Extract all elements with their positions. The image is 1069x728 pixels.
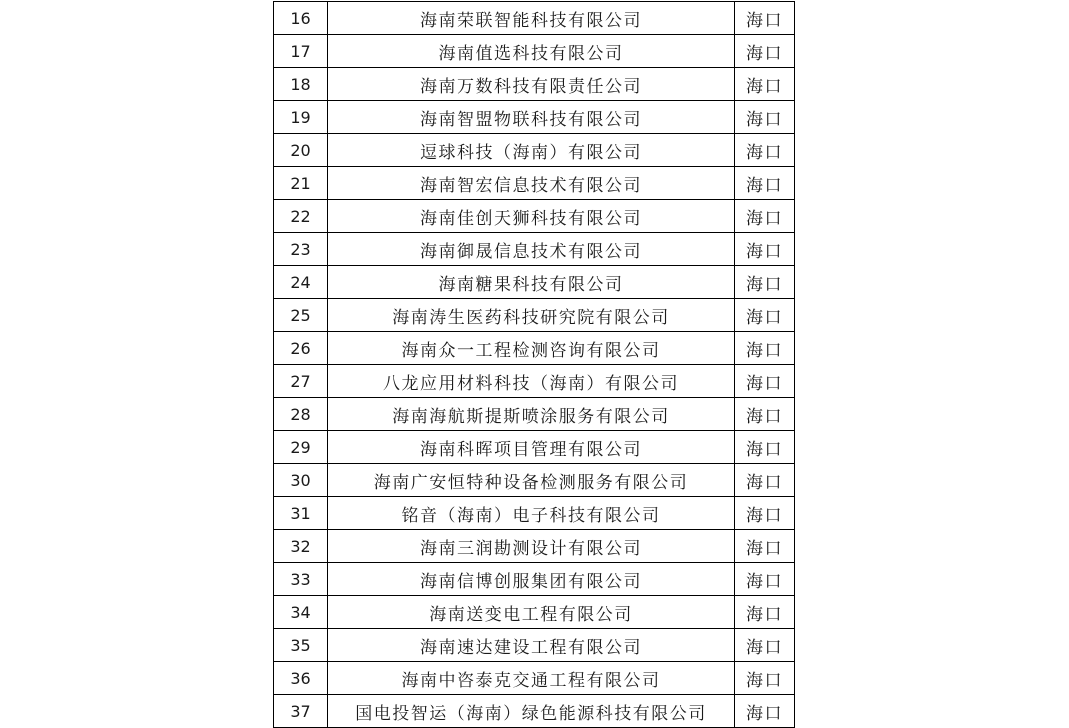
company-name-cell: 海南荣联智能科技有限公司	[328, 2, 735, 35]
city-cell: 海口	[735, 563, 795, 596]
company-name-cell: 海南送变电工程有限公司	[328, 596, 735, 629]
company-name-cell: 海南广安恒特种设备检测服务有限公司	[328, 464, 735, 497]
city-cell: 海口	[735, 530, 795, 563]
table-row	[274, 497, 795, 530]
table-row	[274, 2, 795, 35]
city-cell: 海口	[735, 167, 795, 200]
company-name-cell: 国电投智运（海南）绿色能源科技有限公司	[328, 695, 735, 728]
table-row	[274, 299, 795, 332]
row-number-cell: 19	[274, 101, 328, 134]
row-number-cell: 34	[274, 596, 328, 629]
row-number-cell: 27	[274, 365, 328, 398]
company-name-cell: 海南涛生医药科技研究院有限公司	[328, 299, 735, 332]
company-name-cell: 海南智盟物联科技有限公司	[328, 101, 735, 134]
row-number-cell: 30	[274, 464, 328, 497]
table-row	[274, 233, 795, 266]
table-row	[274, 200, 795, 233]
table-row	[274, 332, 795, 365]
company-name-cell: 八龙应用材料科技（海南）有限公司	[328, 365, 735, 398]
city-cell: 海口	[735, 662, 795, 695]
row-number-cell: 20	[274, 134, 328, 167]
company-name-cell: 海南海航斯提斯喷涂服务有限公司	[328, 398, 735, 431]
row-number-cell: 35	[274, 629, 328, 662]
company-name-cell: 海南信博创服集团有限公司	[328, 563, 735, 596]
city-cell: 海口	[735, 134, 795, 167]
row-number-cell: 33	[274, 563, 328, 596]
city-cell: 海口	[735, 332, 795, 365]
company-name-cell: 海南糖果科技有限公司	[328, 266, 735, 299]
table-row	[274, 167, 795, 200]
row-number-cell: 25	[274, 299, 328, 332]
company-name-cell: 海南智宏信息技术有限公司	[328, 167, 735, 200]
company-name-cell: 海南中咨泰克交通工程有限公司	[328, 662, 735, 695]
row-number-cell: 32	[274, 530, 328, 563]
row-number-cell: 18	[274, 68, 328, 101]
company-table-body	[274, 2, 795, 728]
table-row	[274, 431, 795, 464]
company-name-cell: 海南速达建设工程有限公司	[328, 629, 735, 662]
company-name-cell: 海南众一工程检测咨询有限公司	[328, 332, 735, 365]
row-number-cell: 31	[274, 497, 328, 530]
row-number-cell: 28	[274, 398, 328, 431]
row-number-cell: 29	[274, 431, 328, 464]
row-number-cell: 21	[274, 167, 328, 200]
company-name-cell: 海南科晖项目管理有限公司	[328, 431, 735, 464]
city-cell: 海口	[735, 695, 795, 728]
city-cell: 海口	[735, 431, 795, 464]
city-cell: 海口	[735, 266, 795, 299]
table-row	[274, 365, 795, 398]
table-row	[274, 695, 795, 728]
company-name-cell: 逗球科技（海南）有限公司	[328, 134, 735, 167]
city-cell: 海口	[735, 233, 795, 266]
city-cell: 海口	[735, 596, 795, 629]
row-number-cell: 26	[274, 332, 328, 365]
city-cell: 海口	[735, 365, 795, 398]
city-cell: 海口	[735, 497, 795, 530]
company-name-cell: 海南万数科技有限责任公司	[328, 68, 735, 101]
city-cell: 海口	[735, 200, 795, 233]
company-table	[273, 1, 795, 728]
table-row	[274, 629, 795, 662]
city-cell: 海口	[735, 629, 795, 662]
city-cell: 海口	[735, 101, 795, 134]
table-row	[274, 35, 795, 68]
row-number-cell: 16	[274, 2, 328, 35]
company-name-cell: 海南佳创天狮科技有限公司	[328, 200, 735, 233]
company-name-cell: 铭音（海南）电子科技有限公司	[328, 497, 735, 530]
row-number-cell: 22	[274, 200, 328, 233]
table-row	[274, 134, 795, 167]
city-cell: 海口	[735, 2, 795, 35]
table-row	[274, 563, 795, 596]
table-row	[274, 266, 795, 299]
table-row	[274, 68, 795, 101]
table-row	[274, 398, 795, 431]
row-number-cell: 36	[274, 662, 328, 695]
company-name-cell: 海南三润勘测设计有限公司	[328, 530, 735, 563]
row-number-cell: 24	[274, 266, 328, 299]
table-row	[274, 596, 795, 629]
row-number-cell: 37	[274, 695, 328, 728]
company-name-cell: 海南御晟信息技术有限公司	[328, 233, 735, 266]
city-cell: 海口	[735, 68, 795, 101]
row-number-cell: 17	[274, 35, 328, 68]
city-cell: 海口	[735, 398, 795, 431]
table-row	[274, 101, 795, 134]
table-row	[274, 662, 795, 695]
city-cell: 海口	[735, 35, 795, 68]
table-row	[274, 464, 795, 497]
table-row	[274, 530, 795, 563]
city-cell: 海口	[735, 299, 795, 332]
company-name-cell: 海南值选科技有限公司	[328, 35, 735, 68]
row-number-cell: 23	[274, 233, 328, 266]
city-cell: 海口	[735, 464, 795, 497]
